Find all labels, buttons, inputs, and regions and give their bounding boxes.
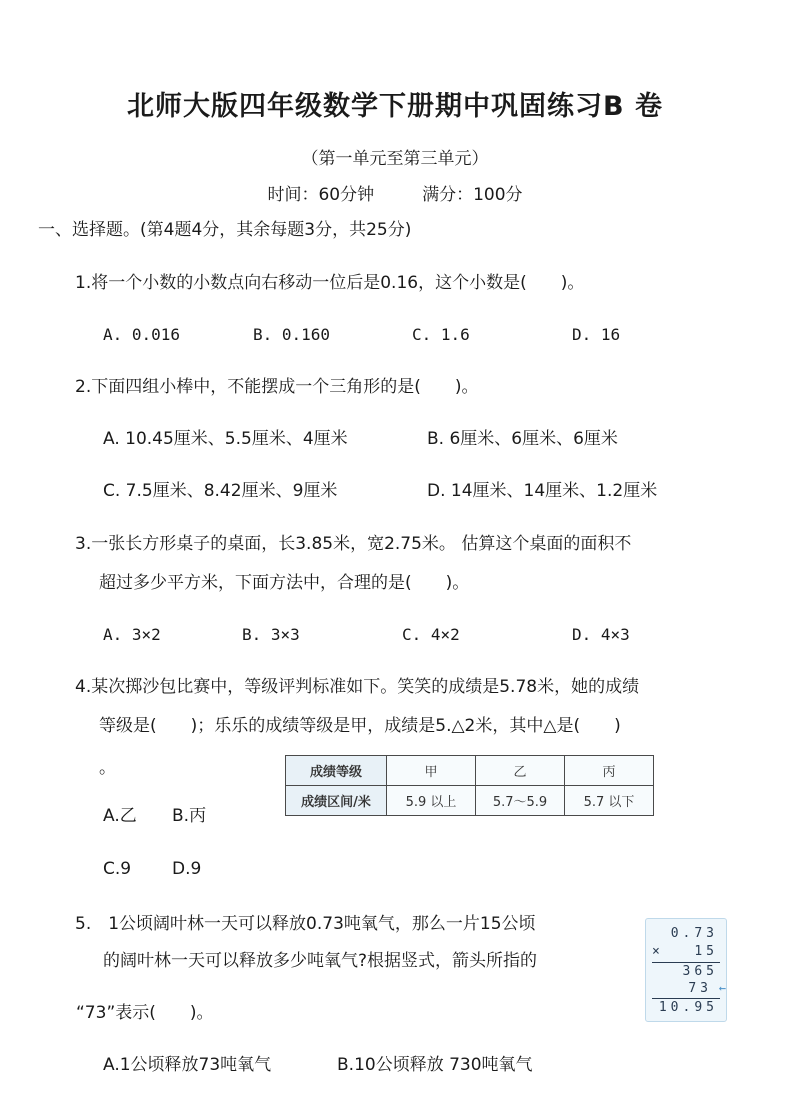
question-4-stem-line3: 。 — [99, 758, 116, 778]
calc-row-product: 10.95 — [658, 1000, 718, 1015]
question-2-stem: 2.下面四组小棒中，不能摆成一个三角形的是( )。 — [75, 377, 479, 397]
calc-divider — [652, 962, 720, 963]
question-5-option-b[interactable]: B.10公顷释放 730吨氧气 — [337, 1055, 533, 1075]
page-subtitle: （第一单元至第三单元） — [301, 149, 489, 169]
question-5-stem-line2: 的阔叶林一天可以释放多少吨氧气?根据竖式，箭头所指的 — [103, 951, 538, 971]
calc-row-partial-1: 365 — [682, 964, 718, 979]
question-3-option-a[interactable]: A. 3×2 — [103, 625, 161, 644]
question-4-option-a[interactable]: A.乙 — [103, 806, 137, 826]
question-1-option-c[interactable]: C. 1.6 — [412, 325, 470, 344]
table-row — [286, 756, 654, 786]
question-4-option-d[interactable]: D.9 — [172, 859, 202, 879]
table-cell: 5.7～5.9 — [476, 786, 565, 816]
question-4-stem-line2: 等级是( )；乐乐的成绩等级是甲，成绩是5.△2米，其中△是( ) — [99, 716, 621, 736]
question-4-option-c[interactable]: C.9 — [103, 859, 132, 879]
page-title: 北师大版四年级数学下册期中巩固练习B 卷 — [127, 91, 663, 122]
table-cell: 甲 — [387, 756, 476, 786]
question-2-option-b[interactable]: B. 6厘米、6厘米、6厘米 — [427, 429, 618, 449]
calc-row-multiplicand: 0.73 — [670, 926, 718, 941]
question-1-stem: 1.将一个小数的小数点向右移动一位后是0.16，这个小数是( )。 — [75, 273, 585, 293]
exam-meta — [0, 180, 790, 205]
question-4-stem-line1: 4.某次掷沙包比赛中，等级评判标准如下。笑笑的成绩是5.78米，她的成绩 — [75, 677, 640, 697]
calc-row-partial-2: 73 — [688, 981, 712, 996]
question-3-option-c[interactable]: C. 4×2 — [402, 625, 460, 644]
question-5-stem-line1: 5. 1公顷阔叶林一天可以释放0.73吨氧气，那么一片15公顷 — [75, 914, 536, 934]
question-2-option-a[interactable]: A. 10.45厘米、5.5厘米、4厘米 — [103, 429, 348, 449]
question-2-option-c[interactable]: C. 7.5厘米、8.42厘米、9厘米 — [103, 481, 338, 501]
table-cell: 乙 — [476, 756, 565, 786]
table-header-cell: 成绩等级 — [286, 756, 387, 786]
question-5-stem-line3: “73”表示( )。 — [76, 1003, 214, 1023]
grade-standard-table — [285, 755, 654, 816]
calc-divider — [652, 998, 720, 999]
question-3-option-b[interactable]: B. 3×3 — [242, 625, 300, 644]
table-cell: 5.7 以下 — [565, 786, 654, 816]
section-heading: 一、选择题。(第4题4分，其余每题3分，共25分) — [38, 220, 412, 240]
question-3-stem-line1: 3.一张长方形桌子的桌面，长3.85米，宽2.75米。 估算这个桌面的面积不 — [75, 534, 632, 554]
vertical-multiplication-figure — [645, 918, 727, 1022]
table-row — [286, 786, 654, 816]
times-sign: × — [652, 944, 664, 959]
question-1-option-a[interactable]: A. 0.016 — [103, 325, 181, 344]
exam-score: 满分：100分 — [422, 185, 523, 205]
question-3-option-d[interactable]: D. 4×3 — [572, 625, 630, 644]
table-cell: 丙 — [565, 756, 654, 786]
exam-time: 时间：60分钟 — [267, 185, 375, 205]
table-cell: 5.9 以上 — [387, 786, 476, 816]
question-1-option-d[interactable]: D. 16 — [572, 325, 621, 344]
question-5-option-a[interactable]: A.1公顷释放73吨氧气 — [103, 1055, 272, 1075]
question-2-option-d[interactable]: D. 14厘米、14厘米、1.2厘米 — [427, 481, 658, 501]
question-4-option-b[interactable]: B.丙 — [172, 806, 207, 826]
arrow-left-icon: ← — [718, 981, 726, 995]
question-3-stem-line2: 超过多少平方米，下面方法中，合理的是( )。 — [99, 573, 470, 593]
table-header-cell: 成绩区间/米 — [286, 786, 387, 816]
question-1-option-b[interactable]: B. 0.160 — [253, 325, 331, 344]
calc-row-multiplier: 15 — [694, 944, 718, 959]
